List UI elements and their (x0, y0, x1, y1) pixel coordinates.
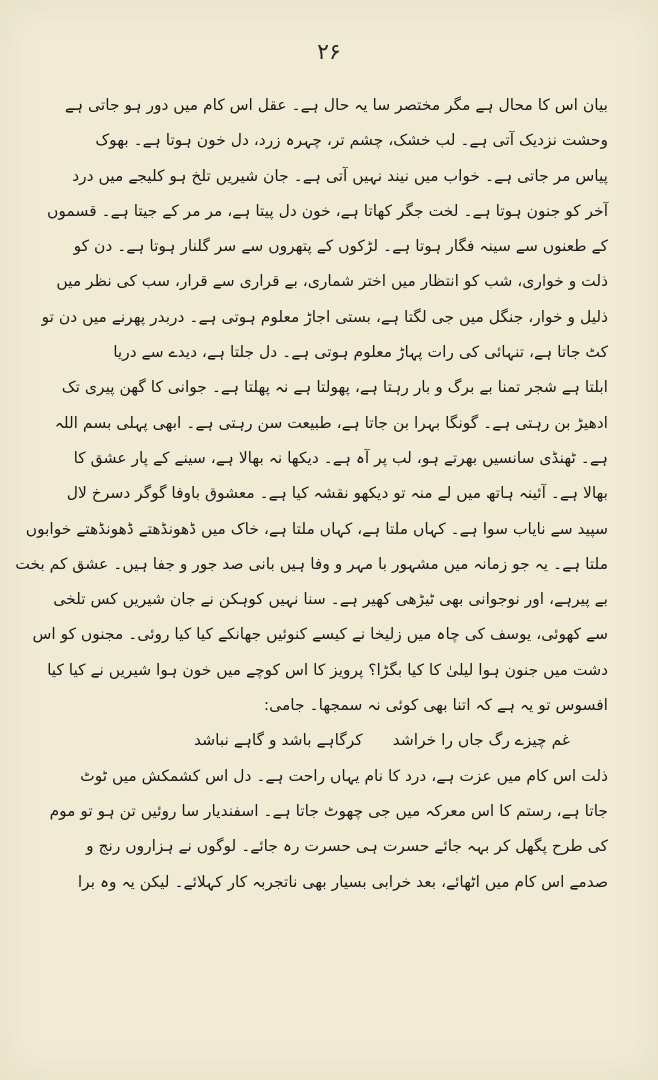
couplet-second-hemistich: کرگاہے باشد و گاہے نباشد (193, 731, 363, 750)
text-line: پیاس مر جاتی ہے۔ خواب میں نیند نہیں آتی ہے۔ جان شیریں تلخ ہو کلیجے میں درد (72, 166, 608, 185)
text-line: بھالا ہے۔ آئینہ ہاتھ میں لے منہ تو دیکھو نقشہ کیا ہے۔ معشوق باوفا گوگر دسرخ لال (66, 484, 608, 503)
text-line: آخر کو جنون ہوتا ہے۔ لخت جگر کھاتا ہے، خون دل پیتا ہے، مر مر کے جیتا ہے۔ قسموں (47, 201, 608, 220)
text-line: ہے۔ ٹھنڈی سانسیں بھرتے ہو، لب پر آہ ہے۔ دیکھا نہ بھالا ہے، سینے کے پار عشق کا (73, 448, 608, 467)
text-line: صدمے اس کام میں اٹھائے، بعد خرابی بسیار بھی ناتجربہ کار کہلائے۔ لیکن یہ وہ برا (77, 872, 608, 891)
text-line: کی طرح پگھل کر بہہ جائے حسرت ہی حسرت رہ جائے۔ لوگوں نے ہزاروں رنج و (86, 837, 608, 856)
text-line: کٹ جاتا ہے، تنہائی کی رات پہاڑ معلوم ہوتی ہے۔ دل جلتا ہے، دیدے سے دریا (113, 343, 608, 362)
text-line: ذلت و خواری، شب کو انتظار میں اختر شماری، بے قراری سے قرار، سب کی نظر میں (56, 272, 608, 291)
text-line: افسوس تو یہ ہے کہ اتنا بھی کوئی نہ سمجھا۔ جامی: (263, 696, 608, 715)
couplet-first-hemistich: غم چیزے رگ جاں را خراشد (392, 731, 570, 750)
text-line: جاتا ہے، رستم کا اس معرکہ میں جی چھوٹ جاتا ہے۔ اسفندیار سا روئیں تن ہو تو موم (49, 801, 608, 820)
text-line: ملتا ہے۔ یہ جو زمانہ میں مشہور با مہر و وفا ہیں بانی صد جور و جفا ہیں۔ عشق کم بخت (15, 554, 608, 573)
text-line: سپید سے نایاب سوا ہے۔ کہاں ملتا ہے، کہاں ملتا ہے، خاک میں ڈھونڈھتے ڈھونڈھتے خوابوں (25, 519, 608, 538)
persian-couplet (88, 723, 608, 758)
text-line: ذلیل و خوار، جنگل میں جی لگتا ہے، بستی اجاڑ معلوم ہوتی ہے۔ دربدر پھرنے میں دن تو (41, 307, 608, 326)
text-line: ابلتا ہے شجر تمنا بے برگ و بار رہتا ہے، پھولتا ہے نہ پھلتا ہے۔ جوانی کا گھن پیری تک (61, 378, 608, 397)
text-line: بیان اس کا محال ہے مگر مختصر سا یہ حال ہے۔ عقل اس کام میں دور ہو جاتی ہے (64, 96, 608, 114)
page-number: ۲۶ (317, 40, 341, 65)
text-line: ذلت اس کام میں عزت ہے، درد کا نام یہاں راحت ہے۔ دل اس کشمکش میں ٹوٹ (80, 766, 608, 785)
text-line: وحشت نزدیک آتی ہے۔ لب خشک، چشم تر، چہرہ زرد، دل خون ہوتا ہے۔ بھوک (95, 131, 608, 150)
text-line: کے طعنوں سے سینہ فگار ہوتا ہے۔ لڑکوں کے پتھروں سے سر گلنار ہوتا ہے۔ دن کو (73, 237, 608, 256)
text-line: دشت میں جنون ہوا لیلیٰ کا کیا بگڑا؟ پرویز کا اس کوچے میں خون ہوا شیریں نے کیا کیا (47, 660, 608, 679)
text-line: سے کھوئی، یوسف کی چاہ میں زلیخا نے کیسے کنوئیں جھانکے کیا کیا روئی۔ مجنوں کو اس (32, 625, 608, 644)
text-line: بے پیرہے، اور نوجوانی بھی ٹیڑھی کھیر ہے۔ سنا نہیں کوہکن نے جان شیریں کس تلخی (53, 590, 608, 609)
page-body-text (15, 88, 608, 900)
text-line: ادھیڑ بن رہتی ہے۔ گونگا بہرا بن جاتا ہے، طبیعت سن رہتی ہے۔ ابھی پہلی بسم اللہ (54, 413, 608, 432)
